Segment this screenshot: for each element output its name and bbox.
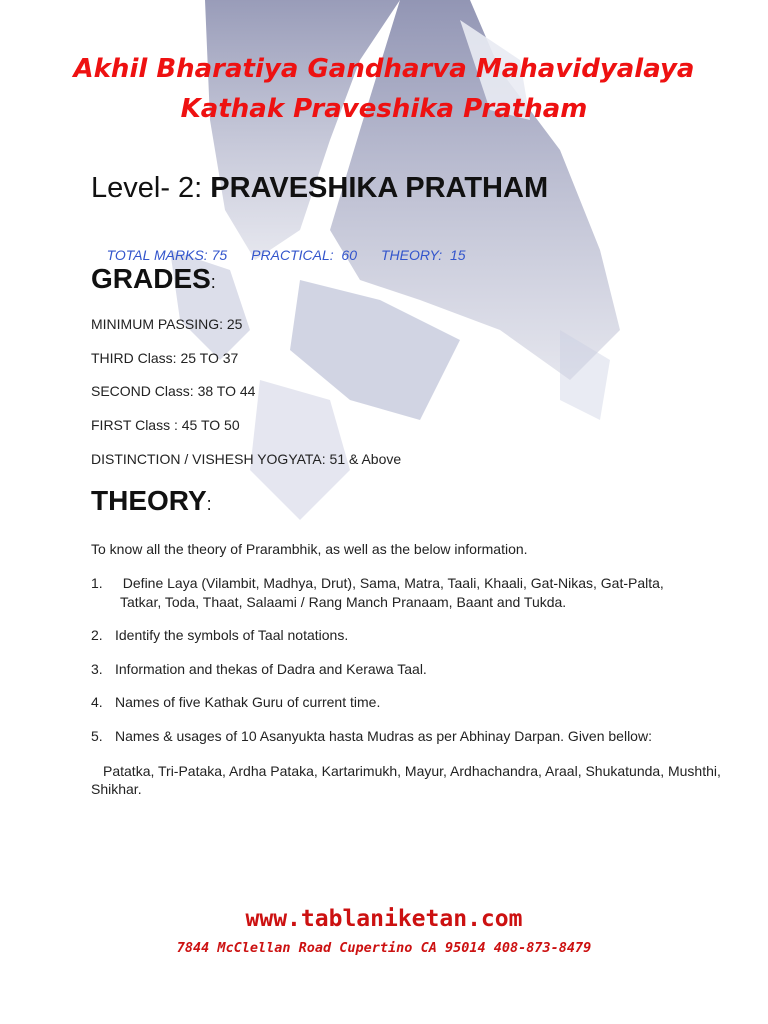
contact-address: 7844 McClellan Road Cupertino CA 95014 408-873-8479 [176, 940, 592, 956]
practical-marks: PRACTICAL: 60 [251, 247, 357, 263]
grade-first-class: FIRST Class : 45 TO 50 [91, 417, 240, 433]
grade-second-class: SECOND Class: 38 TO 44 [91, 383, 256, 399]
level-heading [91, 172, 548, 205]
theory-item-1: 1. Define Laya (Vilambit, Madhya, Drut), Sama, Matra, Taali, Khaali, Gat-Nikas, Gat-Palta, Tatkar, Toda, Thaat, Salaami / Rang Manch Pranaam, Baant and Tukda. [91, 574, 731, 612]
level-prefix: Level- 2: [91, 172, 211, 204]
theory-item-4: 4. Names of five Kathak Guru of current time. [91, 694, 381, 710]
website-link[interactable]: www.tablaniketan.com [245, 906, 523, 932]
theory-item-1-continued: Tatkar, Toda, Thaat, Salaami / Rang Manch Pranaam, Baant and Tukda. [120, 594, 567, 610]
theory-item-5: 5. Names & usages of 10 Asanyukta hasta Mudras as per Abhinay Darpan. Given bellow: [91, 728, 652, 744]
grade-minimum-passing: MINIMUM PASSING: 25 [91, 316, 243, 332]
grades-colon: : [210, 272, 216, 292]
grade-third-class: THIRD Class: 25 TO 37 [91, 350, 239, 366]
level-title: PRAVESHIKA PRATHAM [210, 172, 549, 204]
total-marks: TOTAL MARKS: 75 [106, 247, 228, 263]
theory-heading: THEORY: [91, 485, 212, 516]
course-title: Kathak Praveshika Pratham [180, 94, 588, 124]
theory-item-3: 3. Information and thekas of Dadra and Kerawa Taal. [91, 661, 427, 677]
grade-distinction: DISTINCTION / VISHESH YOGYATA: 51 & Above [91, 451, 402, 467]
theory-marks: THEORY: 15 [381, 247, 466, 263]
institution-title: Akhil Bharatiya Gandharva Mahavidyalaya [73, 54, 695, 84]
mudra-list: Patatka, Tri-Pataka, Ardha Pataka, Kartarimukh, Mayur, Ardhachandra, Araal, Shukatunda, Mushthi, Shikhar. [91, 763, 721, 797]
theory-intro: To know all the theory of Prarambhik, as well as the below information. [91, 541, 528, 557]
theory-item-2: 2. Identify the symbols of Taal notations. [91, 627, 349, 643]
theory-colon: : [206, 494, 212, 514]
grades-heading: GRADES: [91, 263, 216, 294]
